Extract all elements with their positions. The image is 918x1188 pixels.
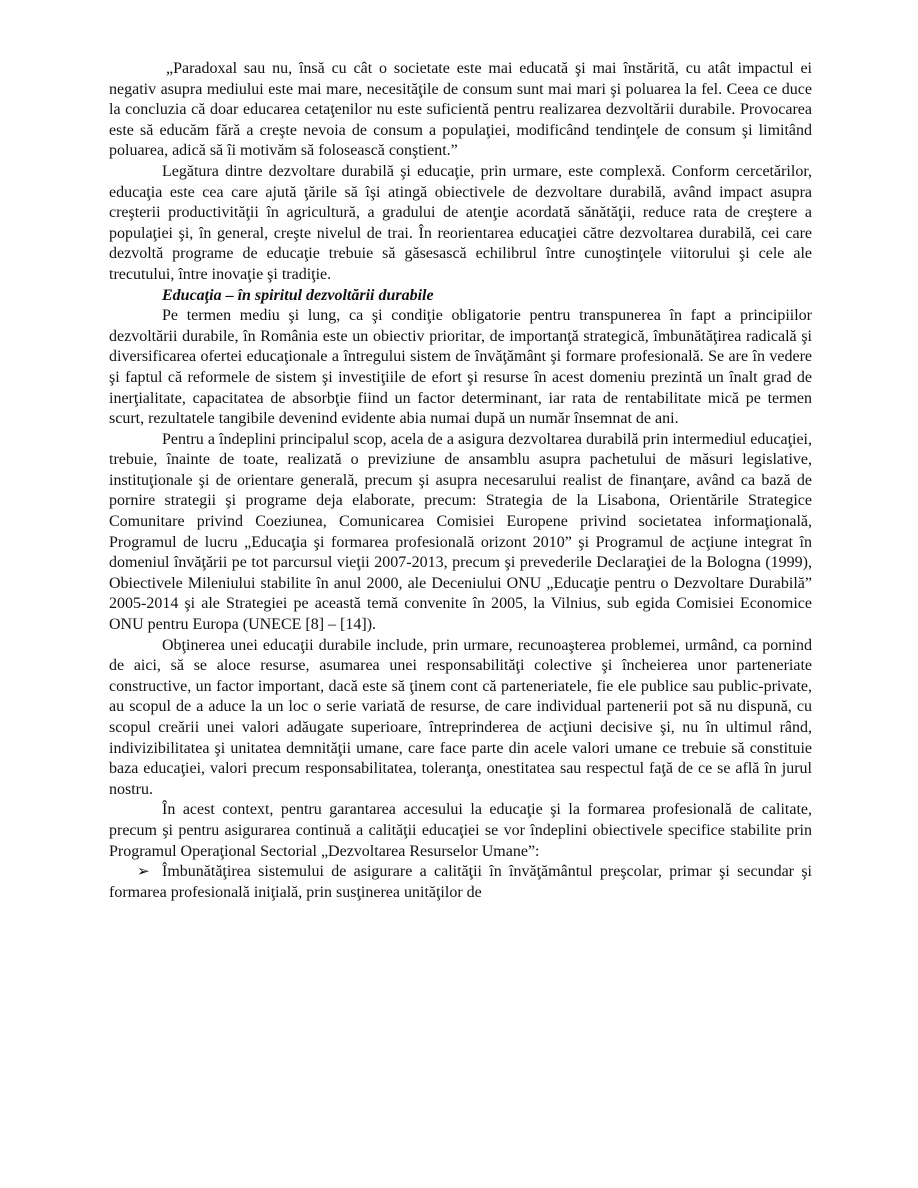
section-heading: Educaţia – în spiritul dezvoltării durabile xyxy=(162,286,434,304)
document-page xyxy=(109,59,812,903)
quote-paragraph: „Paradoxal sau nu, însă cu cât o societate este mai educată şi mai înstărită, cu atât impactul ei negativ asupra mediului este mai mare, necesităţile de consum sunt mai mari şi poluarea la fel. Ceea ce duce la concluzia că doar educarea cetaţenilor nu este suficientă pentru realizarea dezvoltării durabile. Provocarea este să educăm fără a creşte nevoia de consum a populaţiei, modificând tendinţele de consum şi limitând poluarea, adică să îi motivăm să folosească conştient.” xyxy=(109,60,812,160)
body-paragraph: În acest context, pentru garantarea accesului la educaţie şi la formarea profesională de calitate, precum şi pentru asigurarea continuă a calităţii educaţiei se vor îndeplini obiectivele specifice stabilite prin Programul Operaţional Sectorial „Dezvoltarea Resurselor Umane”: xyxy=(109,801,812,860)
body-paragraph: Obţinerea unei educaţii durabile include, prin urmare, recunoaşterea problemei, urmând, ca pornind de aici, să se aloce resurse, asumarea unei responsabilităţi colective şi încheierea unor parteneriate constructive, un factor important, dacă este să ţinem cont că parteneriatele, fie ele publice sau public-private, au scopul de a aduce la un loc o serie variată de resurse, de care individual partenerii pot să nu dispună, cu scopul creării unei valori adăugate superioare, întreprinderea de acţiuni decisive şi, nu în ultimul rând, indivizibilitatea şi unitatea demnităţii umane, care face parte din acele valori umane ce trebuie să constituie baza educaţiei, valori precum responsabilitatea, toleranţa, onestitatea sau respectul faţă de ce se află în jurul nostru. xyxy=(109,636,812,798)
bullet-list-item xyxy=(109,862,812,903)
arrowhead-bullet-icon: ➢ xyxy=(137,864,150,881)
body-paragraph: Pe termen mediu şi lung, ca şi condiţie obligatorie pentru transpunerea în fapt a principiilor dezvoltării durabile, în România este un obiectiv prioritar, de importanţă strategică, îmbunătăţirea radicală şi diversificarea ofertei educaţionale a întregului sistem de învăţământ şi formare profesională. Se are în vedere şi faptul că reformele de sistem şi investiţiile de efort şi resurse în acest domeniu prezintă un înalt grad de inerţialitate, capacitatea de absorbţie fiind un factor determinant, iar rata de rentabilitate mică pe termen scurt, rezultatele tangibile devenind evidente abia numai după un număr însemnat de ani. xyxy=(109,307,812,428)
body-paragraph: Legătura dintre dezvoltare durabilă şi educaţie, prin urmare, este complexă. Conform cercetărilor, educaţia este cea care ajută ţările să îşi atingă obiectivele de dezvoltare durabilă, având impact asupra creşterii productivităţii în agricultură, a gradului de atenţie acordată sănătăţii, reduce rata de creştere a populaţiei şi, în general, creşte nivelul de trai. În reorientarea educaţiei către dezvoltarea durabilă, cei care dezvoltă programe de educaţie trebuie să găsesască echilibrul între cunoştinţele viitorului şi cele ale trecutului, între inovaţie şi tradiţie. xyxy=(109,162,812,283)
bullet-item-text: Îmbunătăţirea sistemului de asigurare a calităţii în învăţământul preşcolar, primar şi secundar şi formarea profesională iniţială, prin susţinerea unităţilor de xyxy=(109,863,812,901)
body-paragraph: Pentru a îndeplini principalul scop, acela de a asigura dezvoltarea durabilă prin intermediul educaţiei, trebuie, înainte de toate, realizată o previziune de ansamblu asupra pachetului de măsuri legislative, instituţionale şi de orientare generală, precum şi asupra necesarului realist de finanţare, având ca bază de pornire strategii şi programe deja elaborate, precum: Strategia de la Lisabona, Orientările Strategice Comunitare privind Coeziunea, Comunicarea Comisiei Europene privind societatea informaţională, Programul de lucru „Educaţia şi formarea profesională orizont 2010” şi Programul de acţiune integrat în domeniul învăţării pe tot parcursul vieţii 2007-2013, precum şi prevederile Declaraţiei de la Bologna (1999), Obiectivele Mileniului stabilite în anul 2000, ale Deceniului ONU „Educaţie pentru o Dezvoltare Durabilă” 2005-2014 şi ale Strategiei pe această temă convenite în 2005, la Vilnius, sub egida Comisiei Economice ONU pentru Europa (UNECE [8] – [14]). xyxy=(109,430,812,634)
